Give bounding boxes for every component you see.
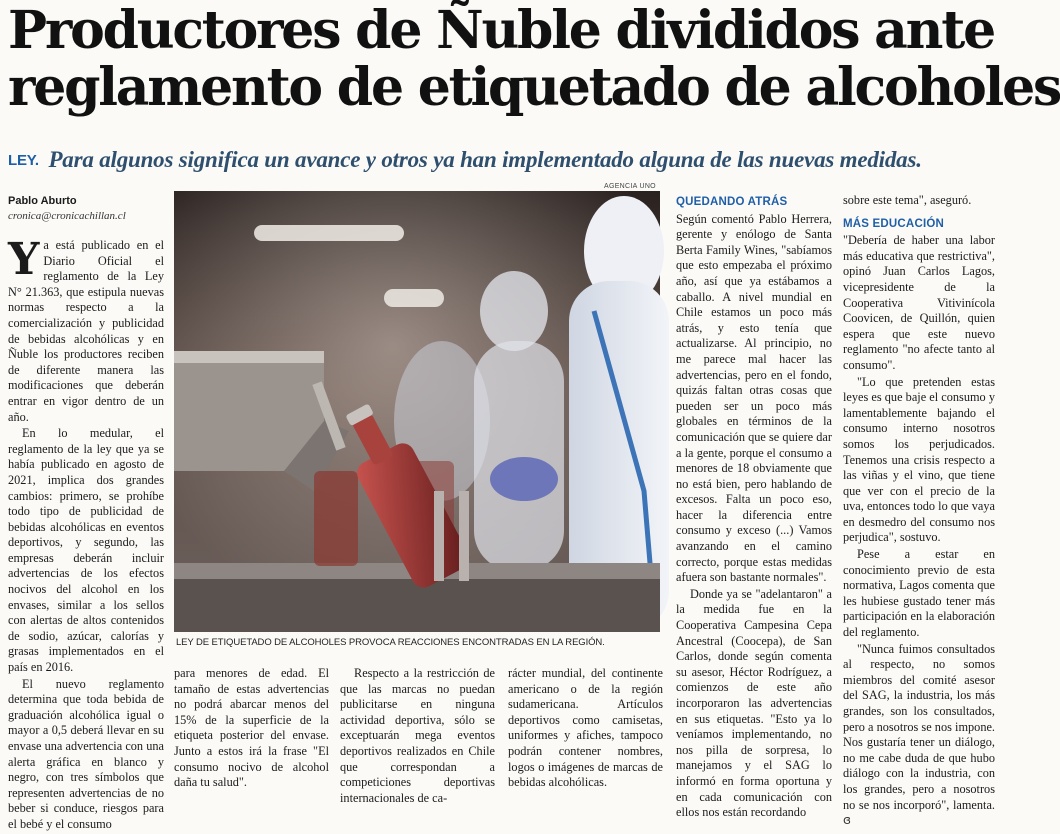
- column-6-paragraph-2: "Lo que pretenden estas leyes es que baje el consumo y lamentablemente bajando el consumo interno nosotros somos los perjudicados. Tenemos una crisis respecto a las viñas y el vino, que tiene que ver con el precio de la uva, entonces todo lo que vaya en desmedro del consumo nos perjudica", sostuvo.: [843, 374, 995, 545]
- column-6: [843, 193, 995, 830]
- column-1-paragraph-3: El nuevo reglamento determina que toda bebida de graduación alcohólica igual o mayor a 0,5 deberá llevar en su envase una advertencia con una alerta gráfica en blanco y negro, con tres símbolos que representen advertencias de no beber si conduce, riesgos para el bebé y el consumo: [8, 676, 164, 831]
- column-5-paragraph-1: Según comentó Pablo Herrera, gerente y enólogo de Santa Berta Family Wines, "sabíamos que esto empezaba el próximo año, así que ya estábamos a caballo. A nivel mundial en Chile estamos un poco más atrás, y esto tenía que actualizarse. Al principio, no me parece mal hacer las advertencias, pero en el fondo, quizás faltan otras cosas que pueden ser un poco más globales en términos de la comunicación que se quiere dar a la gente, porque el consumo a menores de 18 obviamente que no está bien, pero hablando de excesos. Falta un poco eso, hacer la diferencia entre consumo y exceso (...) Vamos avanzando en el camino correcto, porque estas medidas afuera son bastante normales".: [676, 211, 832, 585]
- column-6-paragraph-1: "Debería de haber una labor más educativa que restrictiva", opinó Juan Carlos Lagos, vicepresidente de la Cooperativa Vitivinícola Coovicen, de Quillón, quien espera que este nuevo reglamento "no afecte tanto al consumo".: [843, 233, 995, 372]
- headline-line-2: reglamento de etiquetado de alcoholes: [8, 57, 1060, 118]
- byline-email: cronica@cronicachillan.cl: [8, 210, 126, 222]
- byline-author: Pablo Aburto: [8, 195, 77, 207]
- drop-cap: Y: [8, 234, 40, 285]
- subheadline: [8, 146, 993, 175]
- headline-line-1: Productores de Ñuble divididos ante: [8, 0, 994, 61]
- column-6-paragraph-4: "Nunca fuimos consultados al respecto, no somos miembros del comité asesor del SAG, la industria, los más grandes, son los consultados, pero a nosotros se nos impone. Nos gustaría tener un diálogo, no me cabe duda de que hubo diálogo con la industria, con los grandes, pero a nosotros no se nos incorporó", lamenta. ɞ: [843, 641, 995, 828]
- column-3: [340, 666, 495, 807]
- column-5: [676, 193, 832, 822]
- column-2: [174, 666, 329, 792]
- headline: [8, 0, 1060, 118]
- section-heading-mas-educacion: MÁS EDUCACIÓN: [843, 217, 944, 230]
- column-1-paragraph-2: En lo medular, el reglamento de la ley que ya se había publicado en agosto de 2021, implica dos grandes cambios: primero, se prohíbe todo tipo de publicidad de bebidas alcohólicas en eventos deportivos, y segundo, las empresas deberán incluir advertencias de los efectos nocivos del alcohol en los envases, similar a los sellos con alertas de altos contenidos de sodio, azúcar, calorías y grasas implementados en el país en 2016.: [8, 426, 164, 675]
- section-kicker: LEY.: [8, 152, 39, 169]
- section-heading-quedando-atras: QUEDANDO ATRÁS: [676, 196, 788, 208]
- column-6-paragraph-0: sobre este tema", aseguró.: [843, 193, 972, 207]
- column-1-paragraph-1: Ya está publicado en el Diario Oficial el reglamento de la Ley N° 21.363, que estipula nuevas normas respecto a la comercialización y publicidad de bebidas alcohólicas y en Ñuble los productores reciben de diferente manera las modificaciones que deberán entrar en vigor dentro de un año.: [8, 234, 164, 424]
- column-4-paragraph-1: rácter mundial, del continente americano o de la región sudamericana. Artículos deportivos como camisetas, uniformes y afiches, tampoco podrán contener nombres, logos o imágenes de marcas de bebidas alcohólicas.: [508, 666, 663, 790]
- photo-credit: AGENCIA UNO: [604, 183, 656, 190]
- column-6-paragraph-3: Pese a estar en conocimiento previo de esta normativa, Lagos comenta que les hubiese gustado tener más participación en la elaboración del reglamento.: [843, 547, 995, 640]
- subheadline-text: Para algunos significa un avance y otros ya han implementado alguna de las nuevas medidas.: [48, 147, 922, 172]
- column-4: [508, 666, 663, 792]
- article-photo: [174, 191, 660, 632]
- column-5-paragraph-2: Donde ya se "adelantaron" a la medida fue en la Cooperativa Campesina Cepa Ancestral (Coocepa), de San Carlos, donde según comenta su asesor, Héctor Rodríguez, a comienzos de este año incorporaron las advertencias en sus etiquetas. "Esto ya lo veníamos implementando, no nos pilla de sorpresa, lo manejamos y el SAG lo informó en forma oportuna y en cada comunicación con ellos nos están recordando: [676, 586, 832, 820]
- end-of-article-mark: ɞ: [843, 813, 851, 828]
- column-2-paragraph-1: para menores de edad. El tamaño de estas advertencias no podrá abarcar menos del 15% de la superficie de la etiqueta posterior del envase. Junto a estos irá la frase "El consumo nocivo de alcohol daña tu salud".: [174, 666, 329, 790]
- photo-caption: LEY DE ETIQUETADO DE ALCOHOLES PROVOCA REACCIONES ENCONTRADAS EN LA REGIÓN.: [176, 637, 605, 648]
- bottling-line-photo: [174, 191, 660, 632]
- column-3-paragraph-1: Respecto a la restricción de que las marcas no puedan publicitarse en ninguna actividad deportiva, sólo se exceptuarán mega eventos deportivos realizados en Chile que correspondan a competiciones deportivas internacionales de ca-: [340, 666, 495, 805]
- column-1: [8, 234, 164, 834]
